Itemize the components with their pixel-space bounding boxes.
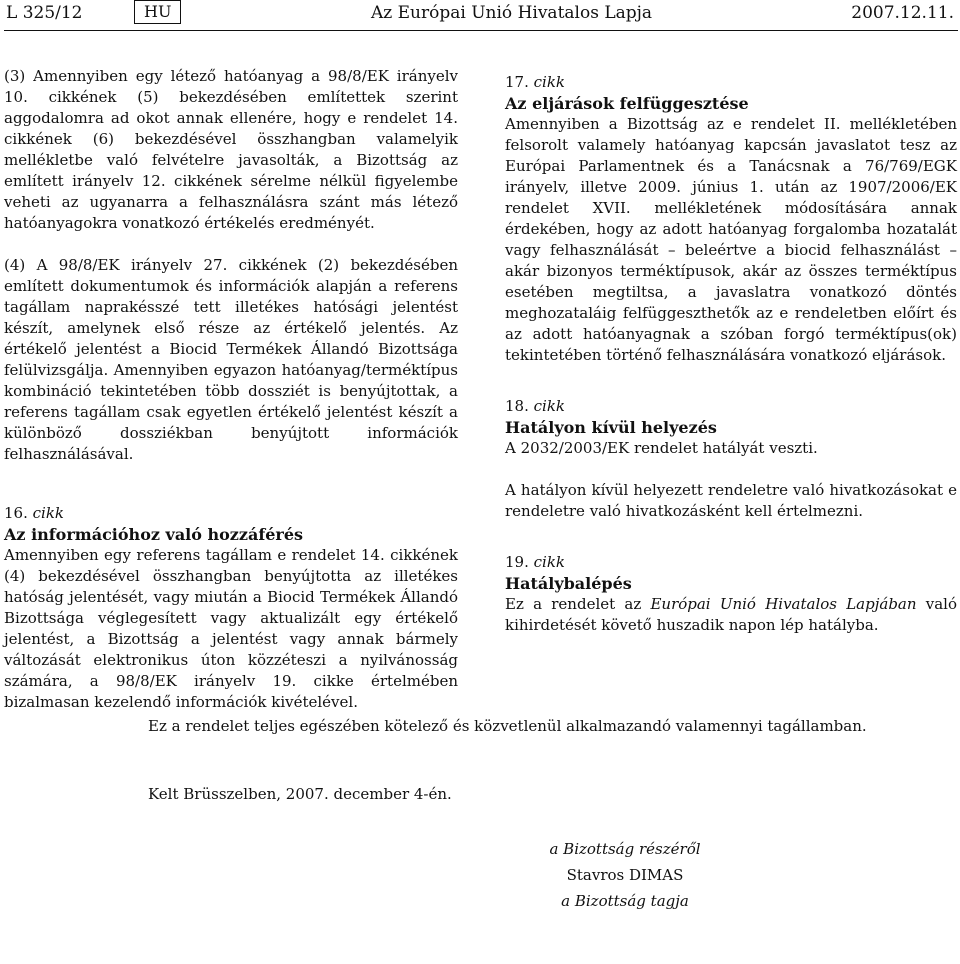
article-18-title: Hatályon kívül helyezés	[505, 418, 717, 437]
article-19-title: Hatálybalépés	[505, 574, 632, 593]
article-19-text-italic: Európai Unió Hivatalos Lapjában	[650, 595, 917, 613]
signature-name: Stavros DIMAS	[566, 866, 684, 884]
page-reference: L 325/12	[6, 3, 83, 23]
article-18-word: cikk	[533, 397, 566, 415]
signature-block	[540, 836, 710, 914]
binding-statement: Ez a rendelet teljes egészében kötelező és közvetlenül alkalmazandó valamennyi tagállamban.	[148, 717, 867, 735]
page-header	[0, 0, 960, 28]
done-at-statement: Kelt Brüsszelben, 2007. december 4-én.	[148, 785, 452, 803]
publication-date: 2007.12.11.	[851, 3, 954, 23]
article-18-number	[505, 396, 957, 417]
article-16-number	[4, 503, 458, 524]
left-column	[4, 66, 458, 713]
article-19-num: 19.	[505, 553, 529, 571]
article-16-title: Az információhoz való hozzáférés	[4, 525, 304, 544]
journal-title: Az Európai Unió Hivatalos Lapja	[371, 3, 653, 23]
article-17-text: Amennyiben a Bizottság az e rendelet II. mellékletében felsorolt valamely hatóanyag kapcsán javaslatot tesz az Európai Parlamentnek és a Tanácsnak a 76/769/EGK irányelv, illetve 2009. június 1. után az 1907/2006/EK rendelet XVII. mellékletének módosítására annak érdekében, hogy az adott hatóanyag forgalomba hozatalát vagy felhasználását – beleértve a biocid felhasználást – akár bizonyos terméktípusok, akár az összes terméktípus esetében megtiltsa, a javaslatra vonatkozó döntés meghozataláig felfüggeszthetők az e rendeletben előírt és az adott hatóanyagnak a szóban forgó terméktípus(ok) tekintetében történő felhasználására vonatkozó eljárások.	[505, 115, 957, 364]
article-18-text-2: A hatályon kívül helyezett rendeletre való hivatkozásokat e rendeletre való hivatkozásként kell értelmezni.	[505, 481, 957, 520]
header-rule	[4, 30, 958, 31]
article-17-number	[505, 72, 957, 93]
language-badge: HU	[134, 0, 181, 24]
right-column	[505, 72, 957, 636]
article-17-num: 17.	[505, 73, 529, 91]
article-16-text: Amennyiben egy referens tagállam e rendelet 14. cikkének (4) bekezdésével összhangban benyújtotta az illetékes hatóság jelentését, vagy miután a Biocid Termékek Állandó Bizottsága véglegesített vagy aktualizált egy értékelő jelentést, a Bizottság a jelentést vagy annak bármely változását elektronikus úton közzéteszi a nyilvánosság számára, a 98/8/EK irányelv 19. cikke értelmében bizalmasan kezelendő információk kivételével.	[4, 546, 458, 711]
article-17-word: cikk	[533, 73, 566, 91]
article-18-text-1: A 2032/2003/EK rendelet hatályát veszti.	[505, 439, 818, 457]
paragraph-4: (4) A 98/8/EK irányelv 27. cikkének (2) bekezdésében említett dokumentumok és információk alapján a referens tagállam naprakésszé tett illetékes hatósági jelentést készít, amelynek első része az értékelő jelentés. Az értékelő jelentést a Biocid Termékek Állandó Bizottsága felülvizsgálja. Amennyiben egyazon hatóanyag/terméktípus kombináció tekintetében több dossziét is benyújtottak, a referens tagállam csak egyetlen értékelő jelentést készít a különböző dossziékban benyújtott információk felhasználásával.	[4, 256, 458, 463]
signature-for: a Bizottság részéről	[549, 840, 701, 858]
article-19-word: cikk	[533, 553, 566, 571]
article-16-num: 16.	[4, 504, 28, 522]
article-19-text-post: való kihirdetését követő huszadik napon lép hatályba.	[505, 595, 958, 634]
article-19-text-pre: Ez a rendelet az	[505, 595, 651, 613]
paragraph-3: (3) Amennyiben egy létező hatóanyag a 98/8/EK irányelv 10. cikkének (5) bekezdésében említettek szerint aggodalomra ad okot annak ellenére, hogy e rendelet 14. cikkének (6) bekezdésével összhangban valamelyik mellékletbe való felvételre javasolták, a Bizottság az említett irányelv 12. cikkének sérelme nélkül figyelembe veheti az ugyanarra a felhasználásra szánt más létező hatóanyagokra vonatkozó értékelés eredményét.	[4, 67, 458, 232]
signature-role: a Bizottság tagja	[561, 892, 689, 910]
article-18-num: 18.	[505, 397, 529, 415]
article-17-title: Az eljárások felfüggesztése	[505, 94, 749, 113]
article-16-word: cikk	[32, 504, 65, 522]
article-19-text	[505, 594, 957, 636]
article-19-number	[505, 552, 957, 573]
